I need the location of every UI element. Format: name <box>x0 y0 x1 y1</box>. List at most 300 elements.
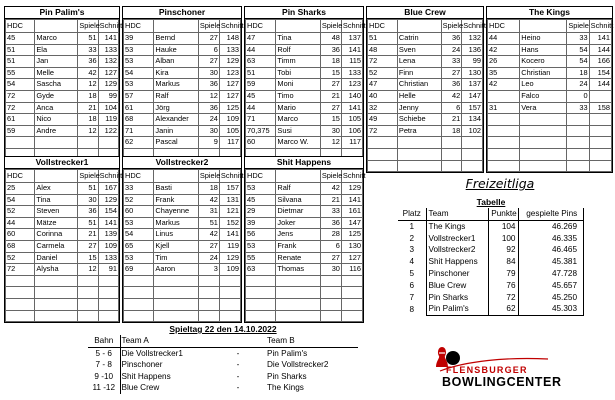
ranking-punkte: 100 <box>488 233 518 245</box>
player-hdc: 52 <box>6 252 35 264</box>
player-schnitt <box>341 310 362 322</box>
player-spiele: 15 <box>320 67 341 79</box>
ranking-team: Vollstrecker2 <box>426 244 488 256</box>
player-row <box>6 298 119 310</box>
player-spiele: 3 <box>198 264 219 276</box>
player-name: Kira <box>154 67 198 79</box>
player-spiele: 27 <box>198 33 219 45</box>
player-spiele: 30 <box>198 67 219 79</box>
player-hdc: 60 <box>6 229 35 241</box>
player-row <box>124 298 241 310</box>
player-row <box>368 102 483 114</box>
player-row <box>368 56 483 68</box>
ranking-punkte: 104 <box>488 220 518 232</box>
ranking-row <box>398 256 584 268</box>
player-schnitt: 141 <box>219 229 240 241</box>
player-hdc: 54 <box>124 67 154 79</box>
player-name: Jörg <box>154 102 198 114</box>
player-name: Marco <box>276 114 320 126</box>
player-schnitt: 130 <box>462 67 483 79</box>
player-row <box>124 67 241 79</box>
player-hdc: 44 <box>246 102 276 114</box>
player-spiele <box>198 275 219 287</box>
player-schnitt: 161 <box>341 206 362 218</box>
player-name: Thomas <box>276 264 320 276</box>
schedule-team-a: Die Vollstrecker1 <box>120 347 210 359</box>
player-hdc: 44 <box>6 217 35 229</box>
player-schnitt <box>589 114 611 126</box>
player-row <box>246 125 363 137</box>
player-name <box>276 298 320 310</box>
player-schnitt <box>341 275 362 287</box>
player-schnitt: 109 <box>219 114 240 126</box>
player-hdc <box>488 160 520 172</box>
player-spiele: 27 <box>320 102 341 114</box>
player-hdc <box>6 310 35 322</box>
player-schnitt: 134 <box>462 114 483 126</box>
column-header-name <box>35 170 78 183</box>
ranking-team: Blue Crew <box>426 280 488 292</box>
ranking-team: Vollstrecker1 <box>426 233 488 245</box>
player-spiele <box>78 275 98 287</box>
schedule-header-bahn: Bahn <box>88 335 120 347</box>
player-schnitt: 133 <box>98 252 118 264</box>
player-hdc: 60 <box>246 137 276 149</box>
player-schnitt: 133 <box>341 67 362 79</box>
player-schnitt: 99 <box>98 90 118 102</box>
player-row <box>368 90 483 102</box>
player-name <box>397 148 441 160</box>
ranking-punkte: 62 <box>488 303 518 315</box>
player-row <box>488 160 612 172</box>
column-header-spiele: Spiele <box>78 170 98 183</box>
player-hdc: 49 <box>368 114 398 126</box>
ranking-row <box>398 292 584 304</box>
column-header-spiele: Spiele <box>198 20 219 33</box>
player-name <box>276 275 320 287</box>
player-schnitt: 137 <box>462 79 483 91</box>
player-row <box>124 102 241 114</box>
player-schnitt: 127 <box>98 67 118 79</box>
player-spiele: 15 <box>320 114 341 126</box>
player-schnitt: 117 <box>219 137 240 149</box>
player-row <box>488 56 612 68</box>
player-row <box>246 206 363 218</box>
player-name <box>276 310 320 322</box>
player-schnitt: 129 <box>98 194 118 206</box>
player-row <box>246 102 363 114</box>
player-name: Corinna <box>35 229 78 241</box>
player-hdc: 40 <box>368 90 398 102</box>
player-schnitt <box>98 137 118 149</box>
player-spiele: 6 <box>198 44 219 56</box>
column-header-schnitt: Schnitt <box>341 170 362 183</box>
player-spiele: 21 <box>78 229 98 241</box>
player-hdc <box>124 275 154 287</box>
player-hdc: 54 <box>124 229 154 241</box>
schedule-table <box>88 323 358 394</box>
player-schnitt: 157 <box>462 102 483 114</box>
column-header-schnitt: Schnitt <box>98 20 118 33</box>
player-spiele: 54 <box>567 44 589 56</box>
player-row <box>124 79 241 91</box>
player-row <box>488 79 612 91</box>
column-header-name <box>397 20 441 33</box>
player-row <box>124 125 241 137</box>
player-row <box>124 90 241 102</box>
player-spiele: 27 <box>198 56 219 68</box>
player-hdc: 51 <box>368 33 398 45</box>
ranking-row <box>398 244 584 256</box>
player-name: Schiebe <box>397 114 441 126</box>
player-spiele <box>441 160 462 172</box>
player-name <box>520 148 567 160</box>
player-spiele: 30 <box>78 194 98 206</box>
player-hdc: 53 <box>124 79 154 91</box>
player-name: Jan <box>35 56 78 68</box>
team-name: Pin Palim's <box>5 7 119 19</box>
player-name <box>520 125 567 137</box>
player-spiele <box>567 148 589 160</box>
player-name: Lena <box>397 56 441 68</box>
player-spiele <box>320 310 341 322</box>
player-spiele: 21 <box>320 90 341 102</box>
player-spiele: 30 <box>320 125 341 137</box>
column-header-schnitt: Schnitt <box>341 20 362 33</box>
player-name: Carmela <box>35 240 78 252</box>
ranking-platz: 8 <box>409 304 415 314</box>
player-schnitt <box>98 287 118 299</box>
player-row <box>6 194 119 206</box>
player-name: Timo <box>276 90 320 102</box>
player-schnitt: 131 <box>219 194 240 206</box>
player-schnitt <box>219 287 240 299</box>
player-hdc: 53 <box>124 217 154 229</box>
player-name <box>397 137 441 149</box>
player-name: Alexander <box>154 114 198 126</box>
schedule-team-b: Pin Sharks <box>267 371 307 381</box>
player-schnitt <box>462 137 483 149</box>
team-table-shit-happens <box>244 156 364 323</box>
team-name: Vollstrecker2 <box>123 157 241 169</box>
ranking-team: Pin Palim's <box>426 303 488 315</box>
player-name: Vera <box>520 102 567 114</box>
player-schnitt <box>341 298 362 310</box>
player-spiele: 18 <box>441 125 462 137</box>
player-schnitt: 102 <box>462 125 483 137</box>
player-hdc: 60 <box>124 206 154 218</box>
player-hdc: 52 <box>124 194 154 206</box>
player-schnitt <box>589 148 611 160</box>
column-header-name <box>35 20 78 33</box>
ranking-platz: 6 <box>409 280 415 290</box>
player-row <box>6 33 119 45</box>
player-hdc <box>124 287 154 299</box>
player-hdc <box>368 148 398 160</box>
player-hdc: 53 <box>124 252 154 264</box>
player-spiele: 42 <box>441 90 462 102</box>
player-row <box>6 310 119 322</box>
team-table-vollstrecker1 <box>4 156 123 323</box>
player-name: Chayenne <box>154 206 198 218</box>
player-spiele <box>198 287 219 299</box>
player-row <box>368 79 483 91</box>
schedule-row <box>88 371 358 383</box>
column-header-schnitt: Schnitt <box>98 170 118 183</box>
player-spiele: 18 <box>320 56 341 68</box>
player-hdc: 61 <box>6 114 35 126</box>
ranking-row <box>398 220 584 232</box>
player-name: Alysha <box>35 264 78 276</box>
player-name <box>154 275 198 287</box>
player-schnitt: 141 <box>98 217 118 229</box>
ranking-header-pins: gespielte Pins <box>518 208 584 220</box>
column-header-name <box>520 20 567 33</box>
player-schnitt: 106 <box>341 125 362 137</box>
ranking-pins: 46.269 <box>518 220 584 232</box>
ranking-header-punkte: Punkte <box>488 208 518 220</box>
player-spiele: 48 <box>320 33 341 45</box>
player-row <box>124 33 241 45</box>
player-schnitt: 116 <box>341 264 362 276</box>
ranking-team: The Kings <box>426 220 488 232</box>
ranking-pins: 45.381 <box>518 256 584 268</box>
ranking-pins: 45.657 <box>518 280 584 292</box>
player-hdc: 33 <box>124 183 154 195</box>
player-name: Renate <box>276 252 320 264</box>
player-spiele <box>198 298 219 310</box>
player-row <box>246 252 363 264</box>
player-spiele: 54 <box>567 56 589 68</box>
player-row <box>6 287 119 299</box>
ranking-header-team: Team <box>426 208 488 220</box>
player-schnitt <box>589 90 611 102</box>
player-spiele: 24 <box>198 252 219 264</box>
player-row <box>488 102 612 114</box>
player-spiele <box>567 137 589 149</box>
player-row <box>124 194 241 206</box>
column-header-hdc: HDC <box>368 20 398 33</box>
schedule-sep: - <box>236 348 240 358</box>
player-spiele: 0 <box>567 90 589 102</box>
column-header-hdc: HDC <box>246 170 276 183</box>
player-spiele: 28 <box>320 229 341 241</box>
player-spiele: 6 <box>441 102 462 114</box>
team-name: The Kings <box>487 7 612 19</box>
player-name <box>154 298 198 310</box>
player-hdc: 31 <box>488 102 520 114</box>
player-schnitt: 129 <box>341 183 362 195</box>
player-name: Timm <box>276 56 320 68</box>
player-spiele: 36 <box>198 102 219 114</box>
player-schnitt: 133 <box>219 44 240 56</box>
player-name <box>397 160 441 172</box>
player-hdc: 44 <box>488 33 520 45</box>
ranking-platz: 4 <box>409 257 415 267</box>
schedule-header-team-b: Team B <box>266 335 358 347</box>
ranking-platz: 3 <box>409 245 415 255</box>
player-name <box>35 310 78 322</box>
player-hdc <box>6 287 35 299</box>
player-hdc: 53 <box>246 240 276 252</box>
schedule-sep: - <box>236 360 240 370</box>
player-spiele <box>441 137 462 149</box>
player-name: Hans <box>520 44 567 56</box>
player-spiele: 42 <box>198 229 219 241</box>
player-name: Sascha <box>35 79 78 91</box>
player-spiele: 36 <box>320 44 341 56</box>
player-name: Kocero <box>520 56 567 68</box>
schedule-row <box>88 347 358 359</box>
player-schnitt <box>219 298 240 310</box>
player-schnitt: 117 <box>341 137 362 149</box>
player-schnitt: 119 <box>219 240 240 252</box>
player-schnitt: 157 <box>219 183 240 195</box>
player-hdc <box>246 298 276 310</box>
player-spiele: 33 <box>320 206 341 218</box>
ranking-team: Pin Sharks <box>426 292 488 304</box>
player-row <box>6 229 119 241</box>
player-name <box>520 160 567 172</box>
column-header-spiele: Spiele <box>320 20 341 33</box>
player-hdc: 57 <box>124 90 154 102</box>
player-hdc: 61 <box>124 102 154 114</box>
team-name: Vollstrecker1 <box>5 157 119 169</box>
player-spiele <box>441 148 462 160</box>
player-name: Aaron <box>154 264 198 276</box>
player-spiele: 27 <box>441 67 462 79</box>
ranking-platz: 2 <box>409 233 415 243</box>
player-row <box>6 79 119 91</box>
player-hdc: 25 <box>6 183 35 195</box>
player-spiele: 36 <box>441 79 462 91</box>
player-hdc: 39 <box>124 33 154 45</box>
player-spiele: 18 <box>567 67 589 79</box>
player-schnitt: 123 <box>341 79 362 91</box>
ranking-header-platz: Platz <box>398 208 426 220</box>
ranking-punkte: 72 <box>488 292 518 304</box>
player-hdc <box>488 90 520 102</box>
schedule-team-b: The Kings <box>267 383 304 393</box>
player-hdc <box>6 275 35 287</box>
player-name: Janin <box>154 125 198 137</box>
player-schnitt: 144 <box>589 44 611 56</box>
player-name: Heino <box>520 33 567 45</box>
player-row <box>124 310 241 322</box>
player-schnitt <box>341 287 362 299</box>
team-name: Pin Sharks <box>245 7 363 19</box>
schedule-team-a: Pinschoner <box>120 359 210 371</box>
player-schnitt: 140 <box>341 90 362 102</box>
player-hdc: 56 <box>246 229 276 241</box>
player-name: Marco <box>35 33 78 45</box>
player-name: Jenny <box>397 102 441 114</box>
player-spiele <box>567 160 589 172</box>
ranking-team: Shit Happens <box>426 256 488 268</box>
player-name: Pascal <box>154 137 198 149</box>
player-spiele: 24 <box>198 114 219 126</box>
player-name: Kjell <box>154 240 198 252</box>
player-row <box>246 217 363 229</box>
player-schnitt: 105 <box>341 114 362 126</box>
player-hdc: 29 <box>246 206 276 218</box>
player-row <box>488 33 612 45</box>
player-hdc: 39 <box>246 217 276 229</box>
team-table-vollstrecker2 <box>122 156 242 323</box>
player-row <box>124 275 241 287</box>
player-hdc <box>488 114 520 126</box>
player-hdc: 71 <box>246 114 276 126</box>
player-row <box>246 264 363 276</box>
player-row <box>6 183 119 195</box>
player-spiele <box>78 310 98 322</box>
ranking-pins: 45.250 <box>518 292 584 304</box>
player-hdc: 53 <box>246 183 276 195</box>
column-header-spiele: Spiele <box>320 170 341 183</box>
player-spiele <box>198 310 219 322</box>
player-row <box>488 125 612 137</box>
team-table-pinschoner <box>122 6 242 173</box>
player-name <box>154 287 198 299</box>
player-schnitt: 119 <box>98 114 118 126</box>
logo-line-1: FLENSBURGER <box>446 365 528 375</box>
player-hdc: 68 <box>6 240 35 252</box>
player-schnitt: 133 <box>98 44 118 56</box>
player-hdc <box>488 148 520 160</box>
player-name <box>520 114 567 126</box>
player-schnitt: 115 <box>341 56 362 68</box>
player-row <box>6 114 119 126</box>
player-schnitt: 167 <box>98 183 118 195</box>
player-schnitt: 154 <box>98 206 118 218</box>
player-spiele: 12 <box>78 264 98 276</box>
schedule-team-b: Pin Palim's <box>267 348 308 358</box>
player-row <box>124 206 241 218</box>
player-row <box>246 183 363 195</box>
player-row <box>6 90 119 102</box>
player-schnitt: 109 <box>219 264 240 276</box>
player-spiele <box>567 125 589 137</box>
player-schnitt: 109 <box>98 240 118 252</box>
player-name <box>154 310 198 322</box>
column-header-hdc: HDC <box>6 170 35 183</box>
player-name: Tim <box>154 252 198 264</box>
player-hdc: 65 <box>124 240 154 252</box>
player-schnitt: 129 <box>98 79 118 91</box>
team-table-blue-crew <box>366 6 484 173</box>
player-hdc: 47 <box>368 79 398 91</box>
player-spiele: 30 <box>198 125 219 137</box>
player-name: Silvana <box>276 194 320 206</box>
player-hdc <box>6 298 35 310</box>
player-spiele <box>78 298 98 310</box>
schedule-bahn: 11 -12 <box>92 383 116 393</box>
logo-line-2: BOWLINGCENTER <box>442 375 562 389</box>
player-row <box>246 137 363 149</box>
player-name: Dietmar <box>276 206 320 218</box>
player-hdc: 68 <box>124 114 154 126</box>
player-row <box>124 229 241 241</box>
player-row <box>124 56 241 68</box>
column-header-spiele: Spiele <box>567 20 589 33</box>
player-schnitt: 121 <box>219 206 240 218</box>
player-schnitt: 166 <box>589 56 611 68</box>
player-hdc: 63 <box>246 264 276 276</box>
player-row <box>488 44 612 56</box>
player-name: Tina <box>35 194 78 206</box>
player-hdc <box>6 137 35 149</box>
player-schnitt: 132 <box>98 56 118 68</box>
